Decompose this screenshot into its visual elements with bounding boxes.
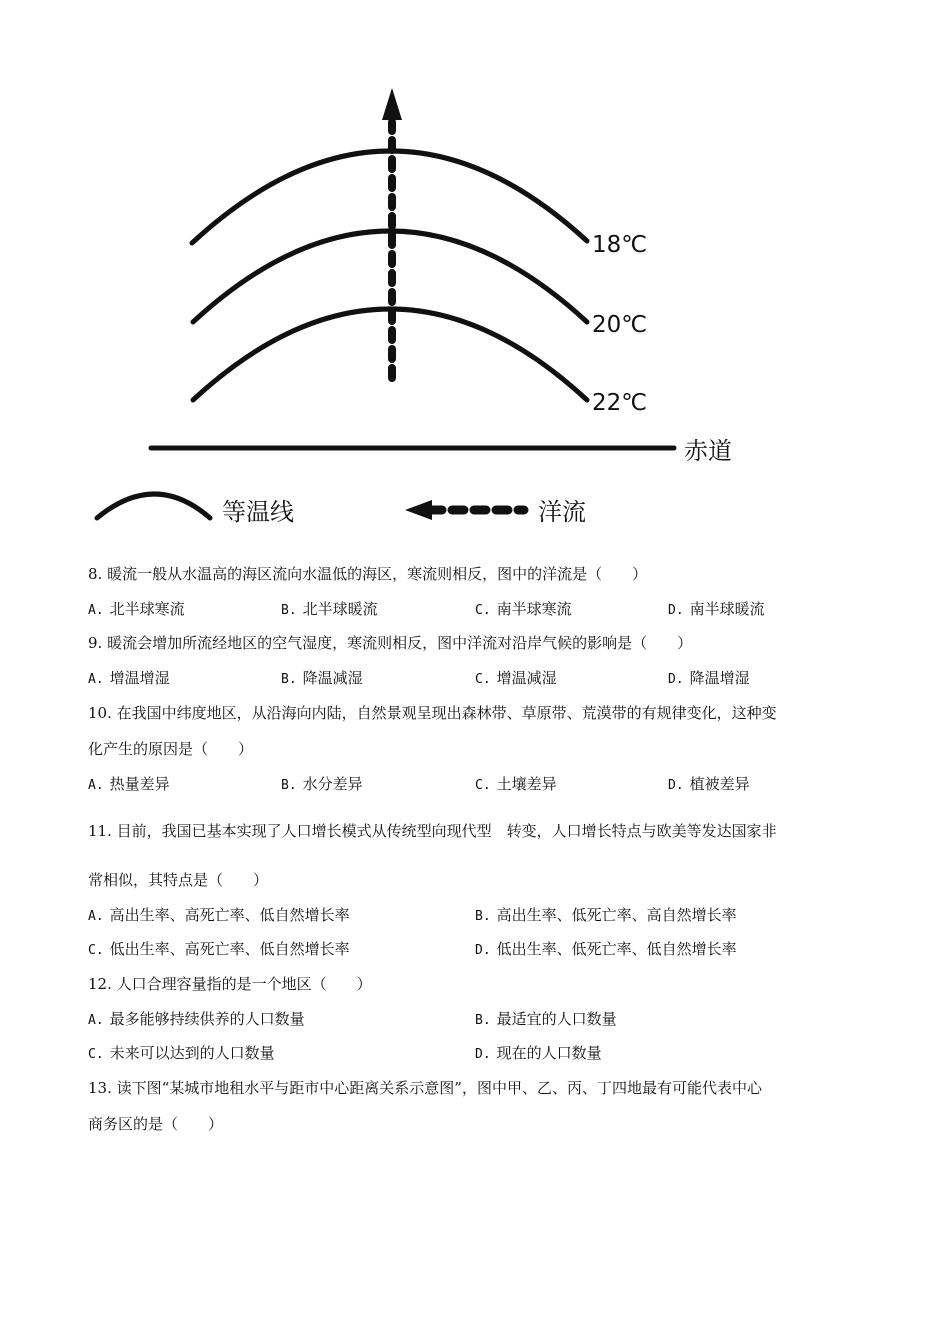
legend-current-icon — [405, 500, 524, 520]
question-12-option-c: C. 未来可以达到的人口数量 — [88, 1044, 275, 1062]
question-11-option-c: C. 低出生率、高死亡率、低自然增长率 — [88, 940, 350, 958]
isotherm-current-figure — [0, 0, 950, 540]
equator-label: 赤道 — [684, 437, 732, 465]
question-9-stem: 9. 暖流会增加所流经地区的空气湿度，寒流则相反，图中洋流对沿岸气候的影响是（ ） — [88, 634, 693, 652]
question-12-option-d: D. 现在的人口数量 — [475, 1044, 602, 1062]
question-9-option-b: B. 降温减湿 — [281, 669, 363, 687]
question-11-option-a: A. 高出生率、高死亡率、低自然增长率 — [88, 906, 350, 924]
legend-isotherm-icon — [97, 494, 210, 518]
question-11-option-d: D. 低出生率、低死亡率、低自然增长率 — [475, 940, 737, 958]
isotherm-22-label: 22℃ — [592, 390, 648, 416]
question-10-option-d: D. 植被差异 — [668, 775, 750, 793]
question-12-option-a: A. 最多能够持续供养的人口数量 — [88, 1010, 305, 1028]
question-8-option-a: A. 北半球寒流 — [88, 600, 185, 618]
question-11-option-b: B. 高出生率、低死亡率、高自然增长率 — [475, 906, 737, 924]
question-10-stem-line1: 10. 在我国中纬度地区，从沿海向内陆，自然景观呈现出森林带、草原带、荒漠带的有规律变化，这种变 — [88, 704, 777, 722]
question-9-option-d: D. 降温增湿 — [668, 669, 750, 687]
question-10-option-a: A. 热量差异 — [88, 775, 170, 793]
isotherm-20-label: 20℃ — [592, 312, 648, 338]
question-10-stem-line2: 化产生的原因是（ ） — [88, 740, 254, 758]
question-12-stem: 12. 人口合理容量指的是一个地区（ ） — [88, 975, 372, 993]
question-10-option-c: C. 土壤差异 — [475, 775, 557, 793]
legend-isotherm-label: 等温线 — [222, 498, 294, 526]
question-9-option-a: A. 增温增湿 — [88, 669, 170, 687]
question-12-option-b: B. 最适宜的人口数量 — [475, 1010, 617, 1028]
question-13-stem-line2: 商务区的是（ ） — [88, 1115, 224, 1133]
question-11-stem-line2: 常相似，其特点是（ ） — [88, 871, 269, 889]
isotherm-18-label: 18℃ — [592, 232, 648, 258]
question-8-option-d: D. 南半球暖流 — [668, 600, 765, 618]
question-8-option-b: B. 北半球暖流 — [281, 600, 378, 618]
question-8-stem: 8. 暖流一般从水温高的海区流向水温低的海区，寒流则相反，图中的洋流是（ ） — [88, 565, 648, 583]
question-11-stem-line1: 11. 目前，我国已基本实现了人口增长模式从传统型向现代型 转变，人口增长特点与欧美等发达国家非 — [88, 822, 777, 840]
question-9-option-c: C. 增温减湿 — [475, 669, 557, 687]
question-10-option-b: B. 水分差异 — [281, 775, 363, 793]
question-8-option-c: C. 南半球寒流 — [475, 600, 572, 618]
legend-current-label: 洋流 — [538, 498, 586, 526]
question-13-stem-line1: 13. 读下图“某城市地租水平与距市中心距离关系示意图”，图中甲、乙、丙、丁四地最有可能代表中心 — [88, 1079, 762, 1097]
